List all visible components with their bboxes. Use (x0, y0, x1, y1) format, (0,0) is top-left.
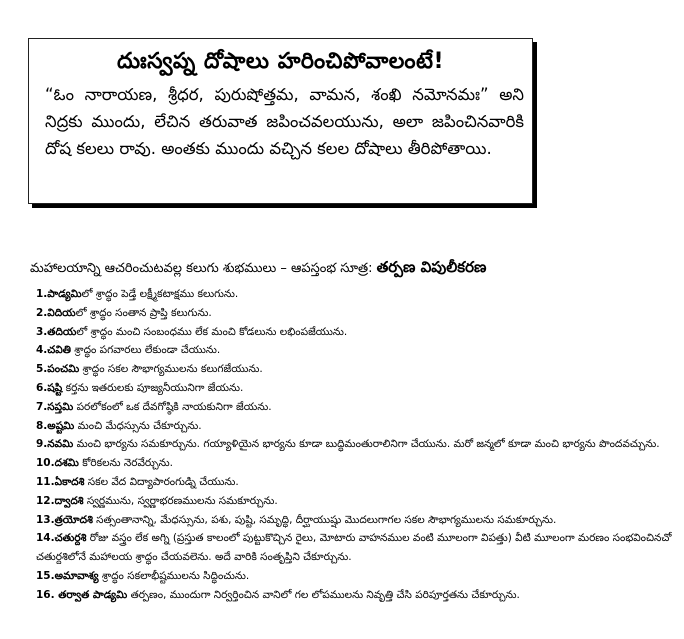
list-item (36, 529, 676, 567)
item-tithi: అష్టమి (47, 419, 75, 432)
item-number: 12. (36, 494, 55, 507)
item-text: రోజు వస్త్రం లేక అగ్ని (ప్రస్తుత కాలంలో పుట్టుకొచ్చిన రైలు, మోటారు వాహనముల వంటి మూలంగా విపత్తు) వీటి మూలంగా మరణం సంభవించినచో చతుర్దశిలోనే మహాలయ శ్రాద్ధం చేయవలెను. అదే వారికి సంతృప్తిని చేకూర్చును. (36, 532, 672, 564)
list-item (36, 586, 676, 605)
item-tithi: దశమి (54, 457, 79, 470)
item-tithi: నవమి (47, 438, 74, 451)
item-number: 1. (36, 288, 48, 300)
list-item (36, 398, 676, 417)
item-text: లో శ్రాద్ధం సంతాన ప్రాప్తి కలుగును. (75, 306, 212, 319)
item-number: 9. (36, 438, 48, 451)
item-number: 15. (36, 569, 55, 582)
item-tithi: ఏకాదశి (54, 475, 85, 488)
item-text: శ్రాద్ధం సకల సౌభాగ్యములను కలుగజేయును. (79, 363, 263, 376)
item-text: శ్రాద్ధం సకలాభీష్టములను సిద్ధించును. (98, 569, 250, 582)
list-item (36, 567, 676, 586)
item-number: 16. (36, 588, 55, 601)
benefits-list (36, 285, 676, 605)
item-number: 2. (36, 306, 48, 319)
list-item (36, 454, 676, 473)
item-text: లో శ్రాద్ధం మంచి సంబంధము లేక మంచి కోడలును లభింపజేయును. (76, 325, 348, 338)
item-tithi: చతుర్దశి (54, 532, 87, 545)
item-text: స్వర్ణమును, స్వర్ణాభరణములను సమకూర్చును. (83, 494, 278, 507)
list-item (36, 323, 676, 342)
list-item (36, 360, 676, 379)
item-number: 3. (36, 325, 48, 338)
list-item (36, 473, 676, 492)
item-tithi: పాడ్యమి (47, 288, 82, 300)
item-number: 14. (36, 532, 55, 545)
highlight-box (28, 38, 533, 204)
item-text: కర్తను ఇతరులకు పూజ్యనీయునిగా జేయను. (62, 381, 244, 394)
box-title: దుఃస్వప్న దోషాలు హరించిపోవాలంటే! (116, 49, 445, 74)
item-text: సత్సంతానాన్ని, మేధస్సును, పశు, పుష్టి, సమృద్ధి, దీర్ఘాయుష్షు మొదలుగాగల సకల సౌభాగ్యములను సమకూర్చును. (92, 513, 557, 526)
section-heading-bold: తర్పణ విపులీకరణ (376, 258, 487, 276)
list-item (36, 511, 676, 530)
item-tithi: సప్తమి (47, 400, 74, 413)
item-tithi: చవితి (47, 344, 71, 357)
item-number: 10. (36, 457, 55, 470)
item-tithi: పంచమి (47, 363, 80, 376)
list-item (36, 417, 676, 436)
item-text: పరలోకంలో ఒక దేవగోష్ఠికి నాయకునిగా జేయను. (73, 400, 272, 413)
section-heading (30, 258, 670, 280)
item-number: 13. (36, 513, 55, 526)
list-item (36, 285, 676, 304)
list-item (36, 435, 676, 454)
item-text: సకల వేద విద్యాపారంగుడ్ని చేయును. (84, 475, 239, 488)
item-text: తర్పణం, ముందుగా నిర్వర్తించిన వానిలో గల లోపములను నివృత్తి చేసి పరిపూర్తతను చేకూర్చును. (127, 588, 520, 601)
list-item (36, 304, 676, 323)
item-tithi: ద్వాదశి (54, 494, 84, 507)
item-number: 4. (36, 344, 48, 357)
item-number: 6. (36, 381, 48, 394)
item-tithi: షష్టి (47, 381, 63, 394)
section-heading-text: మహాలయాన్ని ఆచరించుటవల్ల కలుగు శుభములు – ఆపస్తంభ సూత్ర: (30, 261, 377, 276)
item-number: 8. (36, 419, 48, 432)
item-tithi: తర్వాత పాడ్యమి (54, 588, 128, 601)
item-text: కోరికలను నెరవేర్చును. (78, 457, 173, 470)
item-number: 11. (36, 475, 55, 488)
item-text: శ్రాద్ధం పగవారలు లేకుండా చేయును. (70, 344, 221, 357)
item-number: 7. (36, 400, 48, 413)
item-number: 5. (36, 363, 48, 376)
box-paragraph: “ఓం నారాయణ, శ్రీధర, పురుషోత్తమ, వామన, శంఖి నమోనమః” అని నిద్రకు ముందు, లేచిన తరువాత జపించవలయును, అలా జపించినవారికి దోష కలలు రావు. అంతకు ముందు వచ్చిన కలల దోషాలు తీరిపోతాయి. (45, 85, 524, 158)
item-text: లో శ్రాద్ధం పెడ్తే లక్ష్మీకటాక్షము కలుగును. (81, 288, 239, 300)
item-tithi: అమావాశ్య (54, 569, 99, 582)
list-item (36, 341, 676, 360)
item-tithi: త్రయోదశి (54, 513, 93, 526)
item-tithi: విదియ (47, 306, 76, 319)
item-text: మంచి భార్యను సమకూర్చును. గయ్యాళియైన భార్యను కూడా బుద్ధిమంతురాలినిగా చేయును. మరో జన్మలో కూడా మంచి భార్యను పొందవచ్చును. (73, 438, 660, 451)
list-item (36, 379, 676, 398)
list-item (36, 492, 676, 511)
item-text: మంచి మేధస్సును చేకూర్చును. (74, 419, 202, 432)
item-tithi: తదియ (47, 325, 77, 338)
